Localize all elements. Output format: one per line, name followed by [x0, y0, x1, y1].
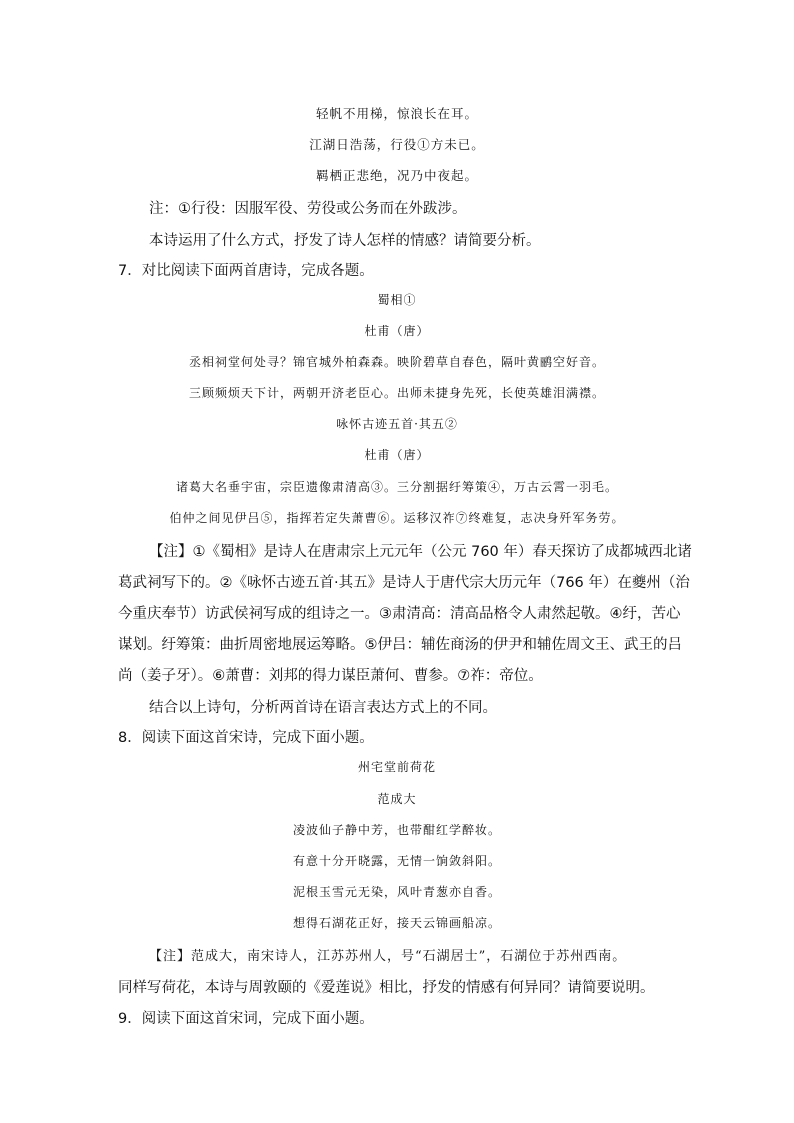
note-line: 今重庆奉节）访武侯祠写成的组诗之一。③肃清高：清高品格令人肃然起敬。④纡，苦心: [118, 606, 681, 622]
note-text: 注：①行役：因服军役、劳役或公务而在外跋涉。: [149, 201, 467, 217]
poem-line: 有意十分开晓露，无情一饷敛斜阳。: [292, 854, 501, 868]
poem-author: 杜甫（唐）: [364, 448, 430, 462]
note-line: 谋划。纡筹策：曲折周密地展运筹略。⑤伊吕：辅佐商汤的伊尹和辅佐周文王、武王的吕: [118, 637, 682, 653]
poem-author: 范成大: [377, 792, 417, 806]
poem-title: 蜀相①: [377, 293, 417, 307]
poem-line: 泥根玉雪元无染，风叶青葱亦自香。: [292, 885, 501, 899]
poem-line: 凌波仙子静中芳，也带酣红学醉妆。: [292, 823, 501, 837]
question-text: 结合以上诗句，分析两首诗在语言表达方式上的不同。: [149, 700, 497, 716]
poem-title: 州宅堂前荷花: [357, 760, 436, 774]
note-line: 葛武祠写下的。②《咏怀古迹五首·其五》是诗人于唐代宗大历元年（766 年）在夔州（治: [118, 575, 690, 591]
poem-author: 杜甫（唐）: [364, 324, 430, 338]
poem-title: 咏怀古迹五首·其五②: [336, 417, 458, 431]
poem-line: 丞相祠堂何处寻？锦官城外柏森森。映阶碧草自春色，隔叶黄鹂空好音。: [188, 355, 605, 369]
note-text: 【注】范成大，南宋诗人，江苏苏州人，号“石湖居士”，石湖位于苏州西南。: [149, 949, 627, 964]
question-text: 同样写荷花，本诗与周敦颐的《爱莲说》相比，抒发的情感有何异同？请简要说明。: [118, 980, 655, 996]
poem-line: 羁栖正悲绝，况乃中夜起。: [315, 168, 478, 183]
note-line: 尚（姜子牙）。⑥萧曹：刘邦的得力谋臣萧何、曹参。⑦祚：帝位。: [118, 668, 543, 684]
poem-line: 想得石湖花正好，接天云锦画船凉。: [292, 916, 501, 930]
note-line: 【注】①《蜀相》是诗人在唐肃宗上元元年（公元 760 年）春天探访了成都城西北诸: [149, 544, 692, 560]
question-text: 本诗运用了什么方式，抒发了诗人怎样的情感？请简要分析。: [149, 233, 541, 249]
question-heading: 9．阅读下面这首宋词，完成下面小题。: [118, 1011, 374, 1027]
poem-line: 三顾频烦天下计，两朝开济老臣心。出师未捷身先死，长使英雄泪满襟。: [188, 386, 605, 400]
poem-line: 诸葛大名垂宇宙，宗臣遗像肃清高③。三分割据纡筹策④，万古云霄一羽毛。: [175, 480, 618, 494]
question-heading: 8．阅读下面这首宋诗，完成下面小题。: [118, 730, 374, 746]
poem-line: 轻帆不用梯，惊浪长在耳。: [315, 106, 478, 121]
question-heading: 7．对比阅读下面两首唐诗，完成各题。: [118, 263, 374, 279]
poem-line: 江湖日浩荡，行役①方未已。: [309, 137, 485, 152]
poem-line: 伯仲之间见伊吕⑤，指挥若定失萧曹⑥。运移汉祚⑦终难复，志决身歼军务劳。: [169, 511, 625, 525]
